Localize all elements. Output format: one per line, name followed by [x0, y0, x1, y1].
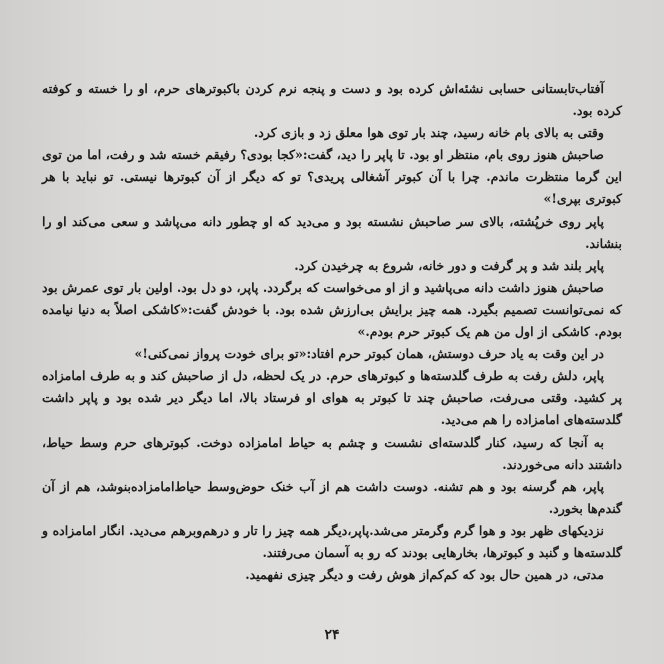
- paragraph: مدتی، در همین حال بود که کم‌کم‌از هوش رفت و دیگر چیزی نفهمید.: [245, 567, 604, 583]
- paragraph: پاپر، دلش رفت به طرف گلدسته‌ها و کبوترهای حرم. در یک لحظه، دل از صاحبش کند و به طرف امامزاده پر کشید. وقتی می‌رفت، صاحبش چند تا کبوتر به هوای او فرستاد بالا، اما دیگر دیر شده بود و پاپر داشت گلدسته‌های امامزاده را هم می‌دید.: [42, 368, 622, 428]
- page-body-text: [42, 78, 622, 586]
- page-number: ۲۴: [324, 627, 340, 643]
- paragraph: نزدیکهای ظهر بود و هوا گرم وگرمتر می‌شد.پاپر،دیگر همه چیز را تار و درهم‌وبرهم می‌دید. انگار امامزاده و گلدسته‌ها و گنبد و کبوترها، بخارهایی بودند که رو به آسمان می‌رفتند.: [42, 522, 622, 560]
- paragraph: پاپر بلند شد و پر گرفت و دور خانه، شروع به چرخیدن کرد.: [294, 257, 604, 273]
- paragraph: آفتاب‌تابستانی حسابی نشئه‌اش کرده بود و دست و پنجه نرم کردن باکبوترهای حرم، او را خسته و کوفته کرده بود.: [42, 81, 622, 119]
- paragraph: در این وقت به یاد حرف دوستش، همان کبوتر حرم افتاد:«تو برای خودت پرواز نمی‌کنی!»: [134, 346, 604, 362]
- paragraph: پاپر روی خرپُشته، بالای سر صاحبش نشسته بود و می‌دید که او چطور دانه می‌پاشد و سعی می‌کند او را بنشاند.: [42, 213, 622, 251]
- paragraph: پاپر، هم گرسنه بود و هم تشنه. دوست داشت هم از آب خنک حوض‌وسط حیاط‌امامزاده‌بنوشد، هم از آن گندم‌ها بخورد.: [42, 478, 622, 516]
- paragraph: وقتی به بالای بام خانه رسید، چند بار توی هوا معلق زد و بازی کرد.: [253, 125, 604, 141]
- paragraph: صاحبش هنوز داشت دانه می‌پاشید و از او می‌خواست که برگردد. پاپر، دو دل بود. اولین بار توی عمرش بود که نمی‌توانست تصمیم بگیرد. همه چیز برایش بی‌ارزش شده بود. با خودش گفت:«کاشکی اصلاً به دنیا نیامده بودم. کاشکی از اول من هم یک کبوتر حرم بودم.»: [42, 279, 622, 340]
- paragraph: به آنجا که رسید، کنار گلدسته‌ای نشست و چشم به حیاط امامزاده دوخت. کبوترهای حرم وسط حیاط، داشتند دانه می‌خوردند.: [42, 434, 622, 472]
- paragraph: صاحبش هنوز روی بام، منتظر او بود. تا پاپر را دید، گفت:«کجا بودی؟ رفیقم خسته شد و رفت، اما من توی این گرما منتظرت ماندم. چرا با آن کبوتر آشغالی پریدی؟ تو که دیگر از آن کبوترها نیستی. تو نباید با هر کبوتری بپری!»: [42, 147, 622, 207]
